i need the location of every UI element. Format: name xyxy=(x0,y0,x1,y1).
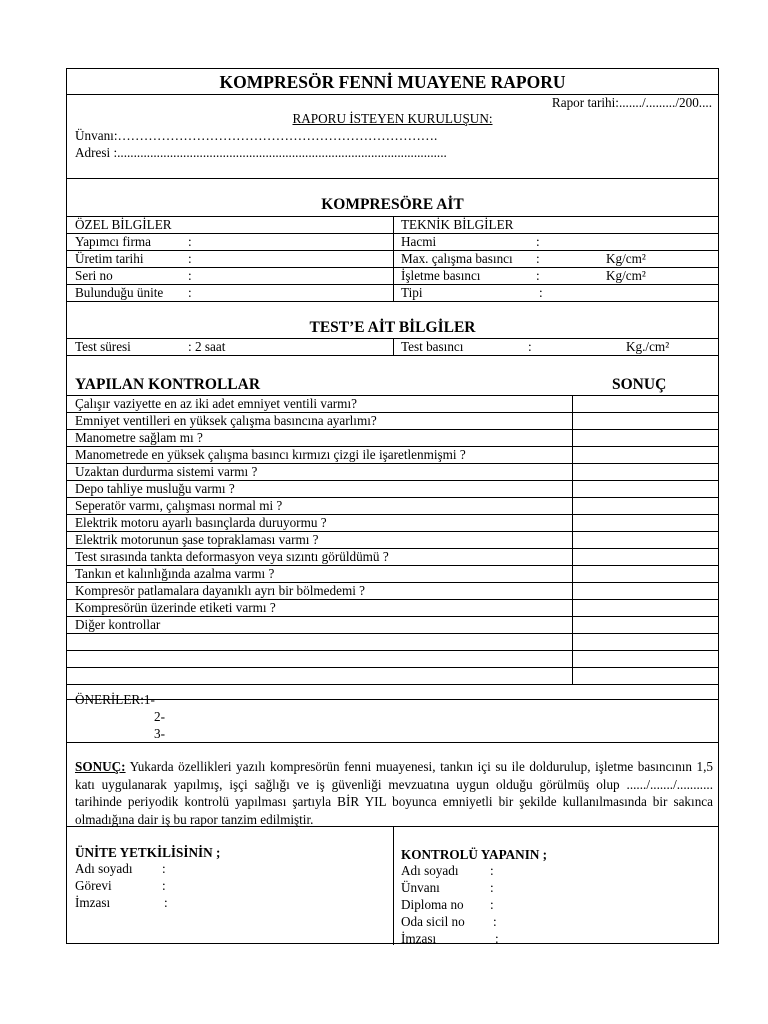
column-divider xyxy=(393,338,394,355)
divider xyxy=(67,699,718,700)
manufacturer-label: Yapımcı firma xyxy=(75,234,151,249)
operating-pressure-sep: : xyxy=(536,268,540,283)
check-result-cell[interactable] xyxy=(573,532,719,548)
special-info-heading: ÖZEL BİLGİLER xyxy=(75,217,172,232)
unit-signature-sep: : xyxy=(164,895,168,910)
divider xyxy=(67,742,718,743)
inspector-signature-sep: : xyxy=(495,931,499,946)
divider xyxy=(67,233,718,234)
serial-no-sep: : xyxy=(188,268,192,283)
check-result-cell[interactable] xyxy=(573,549,719,565)
inspector-diploma-sep: : xyxy=(490,897,494,912)
inspector-chamber-label: Oda sicil no xyxy=(401,914,465,929)
test-pressure-label: Test basıncı xyxy=(401,339,464,354)
inspector-title-sep: : xyxy=(490,880,494,895)
suggestions-label: ÖNERİLER:1- xyxy=(75,692,155,707)
operating-pressure-label: İşletme basıncı xyxy=(401,268,481,283)
check-result-cell[interactable] xyxy=(573,498,719,514)
suggestion-3: 3- xyxy=(154,726,165,741)
manufacturer-sep: : xyxy=(188,234,192,249)
check-item: Depo tahliye musluğu varmı ? xyxy=(75,481,235,496)
check-result-cell[interactable] xyxy=(573,617,719,633)
inspector-name-sep: : xyxy=(490,863,494,878)
check-item: Tankın et kalınlığında azalma varmı ? xyxy=(75,566,275,581)
volume-sep: : xyxy=(536,234,540,249)
serial-no-label: Seri no xyxy=(75,268,113,283)
check-result-cell[interactable] xyxy=(573,634,719,650)
check-item: Diğer kontrollar xyxy=(75,617,161,632)
check-result-cell[interactable] xyxy=(573,583,719,599)
unit-signature-label: İmzası xyxy=(75,895,111,910)
conclusion-label: SONUÇ: xyxy=(75,759,126,774)
column-divider xyxy=(393,826,394,945)
check-item: Seperatör varmı, çalışması normal mi ? xyxy=(75,498,283,513)
check-result-cell[interactable] xyxy=(573,447,719,463)
check-item: Test sırasında tankta deformasyon veya sızıntı görüldümü ? xyxy=(75,549,389,564)
report-form xyxy=(66,68,719,944)
test-pressure-unit: Kg./cm² xyxy=(626,339,670,354)
test-duration-value: : 2 saat xyxy=(188,339,226,354)
inspector-diploma-label: Diploma no xyxy=(401,897,464,912)
report-title: KOMPRESÖR FENNİ MUAYENE RAPORU xyxy=(219,72,566,92)
conclusion-text: Yukarda özellikleri yazılı kompresörün fenni muayenesi, tankın içi su ile doldurulup, işletme basıncının 1,5 katı uygulanarak yapılmış, işçi sağlığı ve iş güvenliği mevzuatına uygun olduğu görülmüş olup ....../......./........... tarihinde periyodik kontrolü yapılması şartıyla BİR YIL boyunca emniyetli bir şekilde kullanılmasında bir sakınca olmadığına dair iş bu rapor tanzim edilmiştir. xyxy=(75,759,713,827)
check-item: Çalışır vaziyette en az iki adet emniyet ventili varmı? xyxy=(75,396,357,411)
check-item: Kompresörün üzerinde etiketi varmı ? xyxy=(75,600,276,615)
max-pressure-unit: Kg/cm² xyxy=(606,251,646,266)
check-result-cell[interactable] xyxy=(573,651,719,667)
divider xyxy=(67,301,718,302)
check-result-cell[interactable] xyxy=(573,481,719,497)
test-pressure-sep: : xyxy=(528,339,532,354)
column-divider xyxy=(393,216,394,301)
inspector-chamber-sep: : xyxy=(493,914,497,929)
checks-heading: YAPILAN KONTROLLAR xyxy=(75,376,261,393)
org-title-field: Ünvanı:………………………………………………………………. xyxy=(75,128,438,143)
check-item: Uzaktan durdurma sistemi varmı ? xyxy=(75,464,258,479)
check-result-cell[interactable] xyxy=(573,600,719,616)
unit-name-label: Adı soyadı xyxy=(75,861,133,876)
unit-duty-sep: : xyxy=(162,878,166,893)
check-result-cell[interactable] xyxy=(573,413,719,429)
divider xyxy=(67,355,718,356)
divider xyxy=(67,178,718,179)
report-date: Rapor tarihi:......./........./200.... xyxy=(551,95,712,110)
check-result-cell[interactable] xyxy=(573,464,719,480)
check-item: Manometre sağlam mı ? xyxy=(75,430,203,445)
unit-duty-label: Görevi xyxy=(75,878,112,893)
check-item: Emniyet ventilleri en yüksek çalışma basıncına ayarlımı? xyxy=(75,413,377,428)
check-result-cell[interactable] xyxy=(573,396,719,412)
type-sep: : xyxy=(539,285,543,300)
divider xyxy=(67,284,718,285)
technical-info-heading: TEKNİK BİLGİLER xyxy=(401,217,514,232)
unit-authority-heading: ÜNİTE YETKİLİSİNİN ; xyxy=(75,845,221,860)
operating-pressure-unit: Kg/cm² xyxy=(606,268,646,283)
production-date-label: Üretim tarihi xyxy=(75,251,144,266)
requesting-org-heading: RAPORU İSTEYEN KURULUŞUN: xyxy=(292,111,493,126)
volume-label: Hacmi xyxy=(401,234,437,249)
check-item: Elektrik motoru ayarlı basınçlarda duruyormu ? xyxy=(75,515,327,530)
production-date-sep: : xyxy=(188,251,192,266)
suggestion-2: 2- xyxy=(154,709,165,724)
check-row-divider xyxy=(67,684,718,685)
org-address-field: Adresi :.................................................................................................... xyxy=(75,145,447,160)
check-result-cell[interactable] xyxy=(573,430,719,446)
inspector-title-label: Ünvanı xyxy=(401,880,440,895)
inspector-signature-label: İmzası xyxy=(401,931,437,946)
unit-location-label: Bulunduğu ünite xyxy=(75,285,164,300)
compressor-section-heading: KOMPRESÖRE AİT xyxy=(321,196,464,213)
check-result-cell[interactable] xyxy=(573,566,719,582)
type-label: Tipi xyxy=(401,285,423,300)
max-pressure-sep: : xyxy=(536,251,540,266)
check-item: Manometrede en yüksek çalışma basıncı kırmızı çizgi ile işaretlenmişmi ? xyxy=(75,447,466,462)
conclusion-paragraph xyxy=(75,758,713,828)
unit-location-sep: : xyxy=(188,285,192,300)
check-result-cell[interactable] xyxy=(573,668,719,684)
max-pressure-label: Max. çalışma basıncı xyxy=(401,251,513,266)
check-item: Elektrik motorunun şase topraklaması varmı ? xyxy=(75,532,319,547)
check-result-cell[interactable] xyxy=(573,515,719,531)
test-duration-label: Test süresi xyxy=(75,339,131,354)
unit-name-sep: : xyxy=(162,861,166,876)
test-section-heading: TEST’E AİT BİLGİLER xyxy=(309,319,476,336)
result-heading: SONUÇ xyxy=(612,376,667,393)
suggestion-1: 1- xyxy=(143,692,155,707)
inspector-name-label: Adı soyadı xyxy=(401,863,459,878)
check-item: Kompresör patlamalara dayanıklı ayrı bir bölmedemi ? xyxy=(75,583,366,598)
inspector-heading: KONTROLÜ YAPANIN ; xyxy=(401,847,548,862)
